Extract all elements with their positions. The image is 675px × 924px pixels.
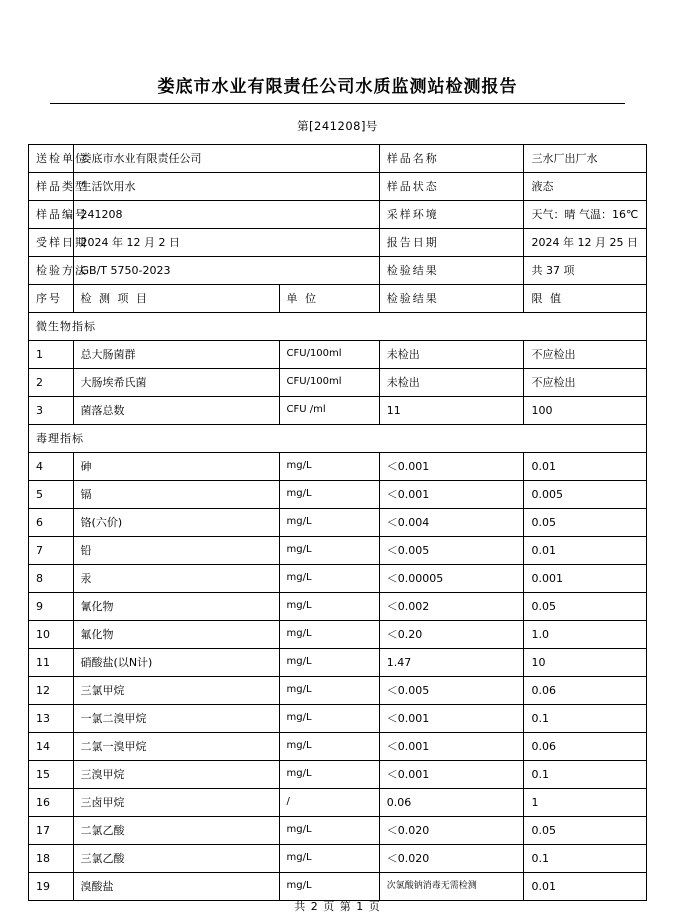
column-header-seq: 序号 — [29, 285, 74, 313]
cell-result: ＜0.001 — [379, 481, 524, 509]
cell-result: 未检出 — [379, 341, 524, 369]
cell-limit: 0.005 — [524, 481, 647, 509]
cell-item: 大肠埃希氏菌 — [73, 369, 279, 397]
cell-seq: 10 — [29, 621, 74, 649]
info-row — [29, 145, 647, 173]
cell-result: ＜0.001 — [379, 453, 524, 481]
cell-result: ＜0.001 — [379, 705, 524, 733]
info-label: 采样环境 — [379, 201, 524, 229]
column-header-result: 检验结果 — [379, 285, 524, 313]
cell-limit: 0.06 — [524, 733, 647, 761]
table-row — [29, 845, 647, 873]
cell-result: ＜0.020 — [379, 817, 524, 845]
cell-unit: mg/L — [279, 481, 379, 509]
cell-item: 二氯乙酸 — [73, 817, 279, 845]
cell-seq: 7 — [29, 537, 74, 565]
table-row — [29, 873, 647, 901]
cell-unit: mg/L — [279, 845, 379, 873]
cell-seq: 1 — [29, 341, 74, 369]
cell-item: 三卤甲烷 — [73, 789, 279, 817]
info-value: 天气：晴 气温：16℃ — [524, 201, 647, 229]
info-row — [29, 173, 647, 201]
table-row — [29, 593, 647, 621]
table-row — [29, 565, 647, 593]
cell-limit: 100 — [524, 397, 647, 425]
cell-item: 硝酸盐(以N计) — [73, 649, 279, 677]
info-value: 液态 — [524, 173, 647, 201]
cell-item: 三氯乙酸 — [73, 845, 279, 873]
report-number: 第[241208]号 — [297, 119, 378, 133]
cell-unit: CFU/100ml — [279, 341, 379, 369]
cell-seq: 12 — [29, 677, 74, 705]
cell-unit: CFU /ml — [279, 397, 379, 425]
cell-limit: 不应检出 — [524, 369, 647, 397]
cell-result: 0.06 — [379, 789, 524, 817]
info-label: 样品编号 — [29, 201, 74, 229]
table-row — [29, 621, 647, 649]
cell-item: 二氯一溴甲烷 — [73, 733, 279, 761]
table-row — [29, 677, 647, 705]
cell-result: ＜0.001 — [379, 733, 524, 761]
cell-limit: 不应检出 — [524, 341, 647, 369]
cell-seq: 11 — [29, 649, 74, 677]
cell-item: 镉 — [73, 481, 279, 509]
column-header-unit: 单 位 — [279, 285, 379, 313]
cell-seq: 5 — [29, 481, 74, 509]
table-row — [29, 649, 647, 677]
cell-limit: 0.01 — [524, 453, 647, 481]
cell-item: 汞 — [73, 565, 279, 593]
cell-unit: mg/L — [279, 873, 379, 901]
cell-result: ＜0.002 — [379, 593, 524, 621]
cell-unit: mg/L — [279, 705, 379, 733]
cell-limit: 1.0 — [524, 621, 647, 649]
group-title: 毒理指标 — [29, 425, 647, 453]
cell-result: 次氯酸钠消毒无需检测 — [379, 873, 524, 901]
cell-item: 氟化物 — [73, 621, 279, 649]
info-label: 检验方法 — [29, 257, 74, 285]
info-value: 2024 年 12 月 2 日 — [73, 229, 379, 257]
cell-seq: 19 — [29, 873, 74, 901]
cell-result: 11 — [379, 397, 524, 425]
info-label: 样品类型 — [29, 173, 74, 201]
table-row — [29, 733, 647, 761]
cell-item: 总大肠菌群 — [73, 341, 279, 369]
table-row — [29, 761, 647, 789]
cell-seq: 18 — [29, 845, 74, 873]
cell-result: 1.47 — [379, 649, 524, 677]
cell-unit: / — [279, 789, 379, 817]
info-value: 娄底市水业有限责任公司 — [73, 145, 379, 173]
info-row — [29, 201, 647, 229]
table-row — [29, 705, 647, 733]
cell-seq: 2 — [29, 369, 74, 397]
cell-limit: 0.05 — [524, 817, 647, 845]
info-label: 报告日期 — [379, 229, 524, 257]
cell-item: 溴酸盐 — [73, 873, 279, 901]
cell-item: 砷 — [73, 453, 279, 481]
cell-unit: mg/L — [279, 817, 379, 845]
cell-unit: mg/L — [279, 509, 379, 537]
info-value: 共 37 项 — [524, 257, 647, 285]
info-label: 样品状态 — [379, 173, 524, 201]
cell-seq: 13 — [29, 705, 74, 733]
page-title: 娄底市水业有限责任公司水质监测站检测报告 — [50, 0, 625, 104]
cell-item: 一氯二溴甲烷 — [73, 705, 279, 733]
table-header-row — [29, 285, 647, 313]
cell-result: ＜0.001 — [379, 761, 524, 789]
cell-limit: 1 — [524, 789, 647, 817]
cell-unit: CFU/100ml — [279, 369, 379, 397]
results-section — [29, 285, 647, 901]
cell-limit: 0.05 — [524, 509, 647, 537]
cell-seq: 6 — [29, 509, 74, 537]
column-header-item: 检 测 项 目 — [73, 285, 279, 313]
table-row — [29, 789, 647, 817]
cell-result: ＜0.005 — [379, 677, 524, 705]
cell-limit: 0.1 — [524, 761, 647, 789]
info-value: 三水厂出厂水 — [524, 145, 647, 173]
report-table — [28, 144, 647, 901]
cell-unit: mg/L — [279, 733, 379, 761]
cell-unit: mg/L — [279, 677, 379, 705]
info-section — [29, 145, 647, 285]
cell-item: 铬(六价) — [73, 509, 279, 537]
cell-item: 三氯甲烷 — [73, 677, 279, 705]
cell-limit: 0.1 — [524, 705, 647, 733]
cell-seq: 8 — [29, 565, 74, 593]
cell-result: ＜0.020 — [379, 845, 524, 873]
cell-unit: mg/L — [279, 649, 379, 677]
info-label: 样品名称 — [379, 145, 524, 173]
info-label: 受样日期 — [29, 229, 74, 257]
info-value: 生活饮用水 — [73, 173, 379, 201]
cell-item: 三溴甲烷 — [73, 761, 279, 789]
info-label: 送检单位 — [29, 145, 74, 173]
cell-unit: mg/L — [279, 453, 379, 481]
table-row — [29, 509, 647, 537]
info-value: GB/T 5750-2023 — [73, 257, 379, 285]
cell-item: 菌落总数 — [73, 397, 279, 425]
table-row — [29, 369, 647, 397]
page-footer: 共 2 页 第 1 页 — [294, 900, 381, 913]
cell-seq: 9 — [29, 593, 74, 621]
group-title: 微生物指标 — [29, 313, 647, 341]
cell-result: ＜0.004 — [379, 509, 524, 537]
info-value: 2024 年 12 月 25 日 — [524, 229, 647, 257]
cell-seq: 16 — [29, 789, 74, 817]
cell-limit: 0.06 — [524, 677, 647, 705]
cell-limit: 0.1 — [524, 845, 647, 873]
cell-seq: 15 — [29, 761, 74, 789]
cell-unit: mg/L — [279, 761, 379, 789]
cell-seq: 17 — [29, 817, 74, 845]
cell-result: ＜0.20 — [379, 621, 524, 649]
table-row — [29, 341, 647, 369]
cell-result: ＜0.005 — [379, 537, 524, 565]
cell-seq: 14 — [29, 733, 74, 761]
cell-limit: 0.001 — [524, 565, 647, 593]
cell-limit: 0.01 — [524, 537, 647, 565]
group-header-row — [29, 313, 647, 341]
info-row — [29, 257, 647, 285]
cell-unit: mg/L — [279, 537, 379, 565]
cell-result: 未检出 — [379, 369, 524, 397]
cell-seq: 4 — [29, 453, 74, 481]
cell-limit: 10 — [524, 649, 647, 677]
cell-limit: 0.05 — [524, 593, 647, 621]
info-value: 241208 — [73, 201, 379, 229]
info-label: 检验结果 — [379, 257, 524, 285]
cell-unit: mg/L — [279, 565, 379, 593]
cell-item: 铅 — [73, 537, 279, 565]
cell-limit: 0.01 — [524, 873, 647, 901]
table-row — [29, 537, 647, 565]
table-row — [29, 397, 647, 425]
column-header-limit: 限 值 — [524, 285, 647, 313]
cell-seq: 3 — [29, 397, 74, 425]
cell-unit: mg/L — [279, 593, 379, 621]
cell-unit: mg/L — [279, 621, 379, 649]
cell-result: ＜0.00005 — [379, 565, 524, 593]
table-row — [29, 481, 647, 509]
table-row — [29, 453, 647, 481]
cell-item: 氰化物 — [73, 593, 279, 621]
table-row — [29, 817, 647, 845]
info-row — [29, 229, 647, 257]
group-header-row — [29, 425, 647, 453]
